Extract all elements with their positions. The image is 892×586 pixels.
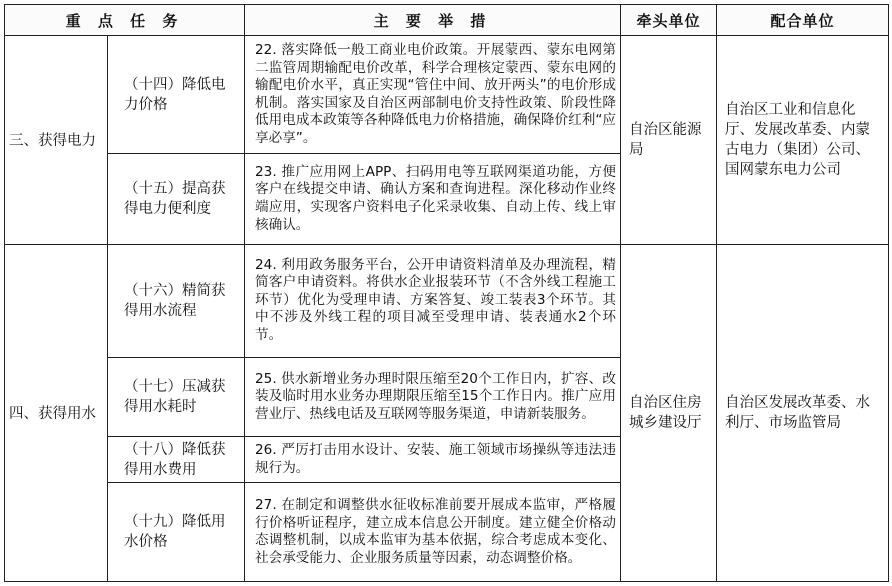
task-table: [4, 4, 889, 582]
header-key-tasks: 重 点 任 务: [5, 5, 245, 36]
support-unit-cell: 自治区工业和信息化厅、发展改革委、内蒙古电力（集团）公司、国网蒙东电力公司: [717, 36, 889, 245]
support-unit-cell: 自治区发展改革委、水利厅、市场监管局: [717, 244, 889, 581]
task-cell: （十五）提高获得电力便利度: [108, 154, 245, 244]
measure-cell: 26. 严厉打击用水设计、安装、施工领域市场操纵等违法违规行为。: [245, 437, 621, 483]
table-row: [5, 36, 889, 154]
header-lead-unit: 牵头单位: [621, 5, 717, 36]
table-row: [5, 244, 889, 357]
lead-unit-cell: 自治区住房城乡建设厅: [621, 244, 717, 581]
lead-unit-cell: 自治区能源局: [621, 36, 717, 245]
header-row: [5, 5, 889, 36]
task-cell: （十六）精简获得用水流程: [108, 244, 245, 357]
measure-cell: 24. 利用政务服务平台，公开申请资料清单及办理流程，精简客户申请资料。将供水企业报装环节（不含外线工程施工环节）优化为受理申请、方案答复、竣工装表3个环节。其中不涉及外线工程的项目减至受理申请、装表通水2个环节。: [245, 244, 621, 357]
measure-cell: 27. 在制定和调整供水征收标准前要开展成本监审，严格履行价格听证程序，建立成本信息公开制度。建立健全价格动态调整机制，以成本监审为基本依据，综合考虑成本变化、社会承受能力、企业服务质量等因素，动态调整价格。: [245, 483, 621, 582]
measure-cell: 25. 供水新增业务办理时限压缩至20个工作日内，扩容、改装及临时用水业务办理期限压缩至15个工作日内。推广应用营业厅、热线电话及互联网等服务渠道，申请新装服务。: [245, 357, 621, 437]
task-cell: （十九）降低用水价格: [108, 483, 245, 582]
measure-cell: 22. 落实降低一般工商业电价政策。开展蒙西、蒙东电网第二监管周期输配电价改革，科学合理核定蒙西、蒙东电网的输配电价水平，真正实现“管住中间、放开两头”的电价形成机制。落实国家及自治区两部制电价支持性政策、阶段性降低用电成本政策等各种降低电力价格措施，确保降价红利“应享必享”。: [245, 36, 621, 154]
task-cell: （十七）压减获得用水耗时: [108, 357, 245, 437]
category-cell: 三、获得电力: [5, 36, 108, 245]
header-main-measures: 主 要 举 措: [245, 5, 621, 36]
task-cell: （十四）降低电力价格: [108, 36, 245, 154]
header-support-unit: 配合单位: [717, 5, 889, 36]
measure-cell: 23. 推广应用网上APP、扫码用电等互联网渠道功能，方便客户在线提交申请、确认方案和查询进程。深化移动作业终端应用，实现客户资料电子化采录收集、自动上传、线上审核确认。: [245, 154, 621, 244]
task-cell: （十八）降低获得用水费用: [108, 437, 245, 483]
category-cell: 四、获得用水: [5, 244, 108, 581]
